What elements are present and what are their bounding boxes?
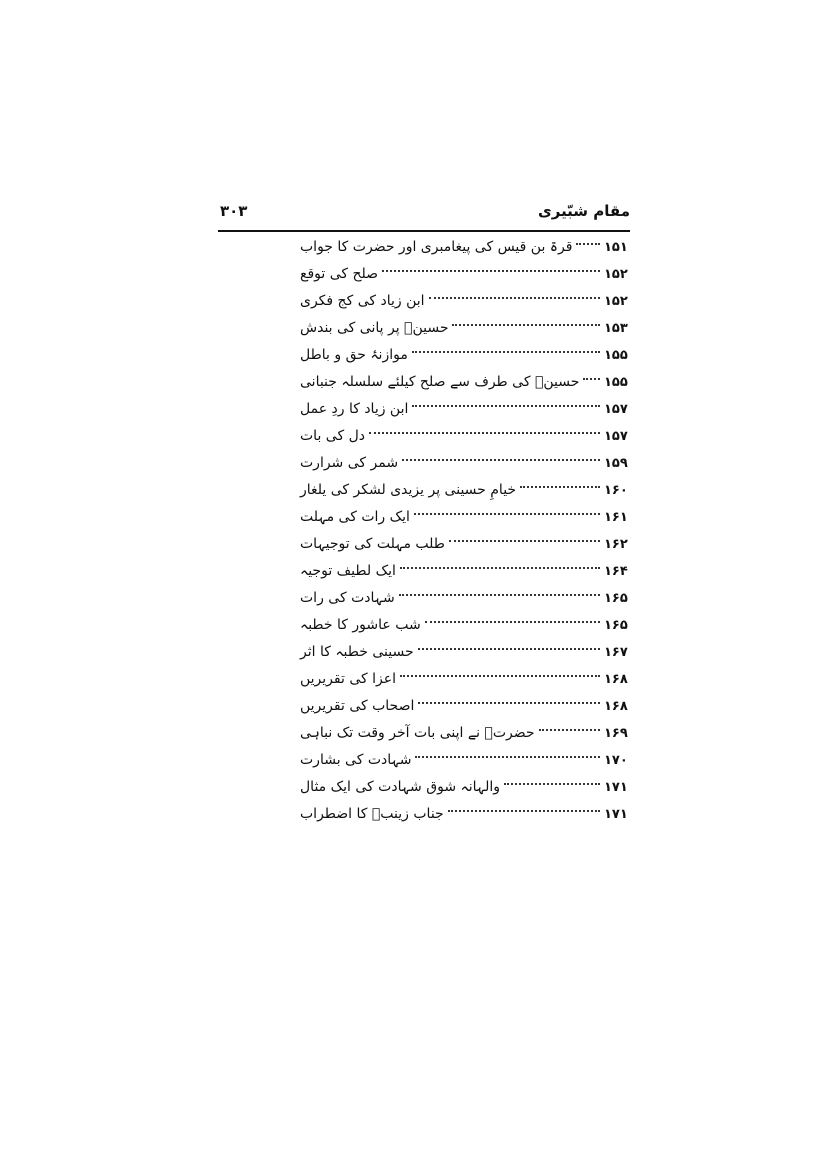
dot-leader	[583, 378, 600, 380]
toc-entry	[300, 585, 630, 612]
entry-page-number: ۱۶۲	[604, 537, 628, 552]
entry-page-number: ۱۷۰	[604, 753, 628, 768]
entry-page-number: ۱۵۹	[604, 456, 628, 471]
entry-title: صلح کی توقع	[300, 266, 379, 282]
toc-entry	[300, 504, 630, 531]
entry-page-number: ۱۵۷	[604, 402, 628, 417]
toc-entry	[300, 666, 630, 693]
entry-title: حسینؑ کی طرف سے صلح کیلئے سلسلہ جنبانی	[300, 374, 580, 390]
entry-title: حضرتؑ نے اپنی بات آخر وقت تک نباہی	[300, 725, 535, 741]
dot-leader	[520, 486, 600, 488]
dot-leader	[452, 324, 600, 326]
entry-page-number: ۱۵۷	[604, 429, 628, 444]
toc-entry	[300, 396, 630, 423]
entry-title: ابن زیاد کی کج فکری	[300, 293, 425, 309]
dot-leader	[504, 783, 600, 785]
dot-leader	[539, 729, 600, 731]
toc-entry	[300, 450, 630, 477]
toc-entry	[300, 477, 630, 504]
dot-leader	[382, 270, 600, 272]
toc-entry	[300, 531, 630, 558]
entry-page-number: ۱۶۸	[604, 699, 628, 714]
page-number: ۳۰۳	[220, 202, 248, 220]
toc-entry	[300, 639, 630, 666]
dot-leader	[412, 405, 600, 407]
dot-leader	[400, 675, 600, 677]
toc-entry	[300, 288, 630, 315]
dot-leader	[400, 567, 600, 569]
dot-leader	[399, 594, 600, 596]
entry-title: شب عاشور کا خطبہ	[300, 617, 421, 633]
entry-title: والہانہ شوق شہادت کی ایک مثال	[300, 779, 500, 795]
toc-entry	[300, 558, 630, 585]
entry-title: شمر کی شرارت	[300, 455, 399, 471]
entry-title: دل کی بات	[300, 428, 365, 444]
entry-title: ایک لطیف توجیہ	[300, 563, 396, 579]
entry-title: ایک رات کی مہلت	[300, 509, 410, 525]
toc-entry	[300, 234, 630, 261]
entry-title: حسینؑ پر پانی کی بندش	[300, 320, 449, 336]
toc-entry	[300, 774, 630, 801]
entry-page-number: ۱۶۱	[604, 510, 628, 525]
entry-title: جناب زینبؑ کا اضطراب	[300, 806, 444, 822]
toc-entry	[300, 693, 630, 720]
entry-page-number: ۱۶۵	[604, 618, 628, 633]
toc-entry	[300, 747, 630, 774]
entry-title: ابن زیاد کا ردِ عمل	[300, 401, 409, 417]
entry-title: شہادت کی رات	[300, 590, 395, 606]
dot-leader	[449, 540, 600, 542]
dot-leader	[448, 810, 600, 812]
dot-leader	[402, 459, 600, 461]
entry-page-number: ۱۶۹	[604, 726, 628, 741]
toc-entry	[300, 801, 630, 828]
entry-page-number: ۱۶۷	[604, 645, 628, 660]
entry-page-number: ۱۶۸	[604, 672, 628, 687]
entry-title: حسینی خطبہ کا اثر	[300, 644, 414, 660]
dot-leader	[429, 297, 600, 299]
toc-entry	[300, 315, 630, 342]
entry-page-number: ۱۵۵	[604, 375, 628, 390]
dot-leader	[425, 621, 600, 623]
toc-entry	[300, 369, 630, 396]
toc-entry	[300, 720, 630, 747]
entry-page-number: ۱۵۵	[604, 348, 628, 363]
entry-page-number: ۱۵۲	[604, 267, 628, 282]
entry-page-number: ۱۶۴	[604, 564, 628, 579]
running-header	[218, 200, 630, 230]
header-rule	[218, 230, 630, 232]
dot-leader	[418, 648, 600, 650]
entry-page-number: ۱۷۱	[604, 807, 628, 822]
book-title: مقام شبّیری	[537, 202, 630, 220]
dot-leader	[412, 351, 600, 353]
entry-title: طلب مہلت کی توجیہات	[300, 536, 445, 552]
entry-title: خیامِ حسینی پر یزیدی لشکر کی یلغار	[300, 482, 517, 498]
entry-title: موازنۂ حق و باطل	[300, 347, 408, 363]
toc-entry	[300, 261, 630, 288]
toc-entry	[300, 423, 630, 450]
entry-page-number: ۱۷۱	[604, 780, 628, 795]
toc-entry	[300, 612, 630, 639]
entry-page-number: ۱۵۱	[604, 240, 628, 255]
entry-page-number: ۱۵۳	[604, 321, 628, 336]
entry-page-number: ۱۵۲	[604, 294, 628, 309]
entry-title: اصحاب کی تقریریں	[300, 698, 415, 714]
toc-entry	[300, 342, 630, 369]
entry-title: قرۃ بن قیس کی پیغامبری اور حضرت کا جواب	[300, 239, 573, 255]
entry-page-number: ۱۶۰	[604, 483, 628, 498]
dot-leader	[415, 756, 600, 758]
table-of-contents	[300, 234, 630, 828]
entry-title: شہادت کی بشارت	[300, 752, 412, 768]
dot-leader	[369, 432, 600, 434]
entry-title: اعزا کی تقریریں	[300, 671, 396, 687]
dot-leader	[418, 702, 600, 704]
entry-page-number: ۱۶۵	[604, 591, 628, 606]
dot-leader	[576, 243, 600, 245]
dot-leader	[414, 513, 600, 515]
